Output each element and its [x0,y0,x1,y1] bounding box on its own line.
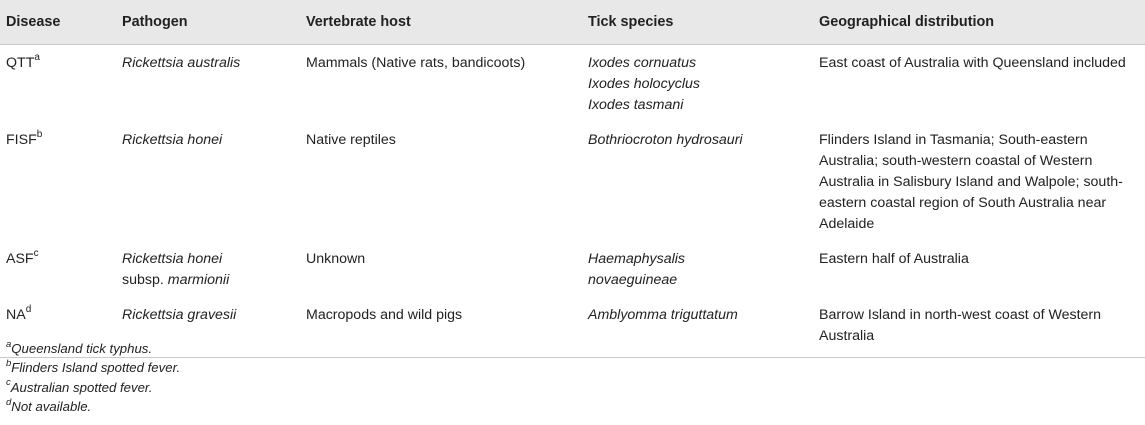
table-body [0,45,1145,358]
footnote-mark: d [25,304,32,316]
footnote-mark: a [34,52,40,64]
header-geographical-distribution: Geographical distribution [813,0,1145,45]
table-header [0,0,1145,45]
footnote-mark: b [6,358,12,370]
footnote [6,378,180,397]
cell-vertebrate-host: Macropods and wild pigs [306,307,463,323]
disease-name: NA [6,307,26,323]
header-disease: Disease [0,0,118,45]
footnote [6,358,180,377]
header-vertebrate-host: Vertebrate host [300,0,582,45]
pathogen-text: Rickettsia australis [122,55,241,71]
footnote-text: Not available. [11,399,92,415]
pathogen-line [122,305,294,326]
footnote [6,339,180,358]
tick-species-name: novaeguineae [588,272,678,288]
cell-disease [0,241,118,297]
pathogen-text: Rickettsia honei [122,132,223,148]
footnote-text: Australian spotted fever. [10,379,153,395]
pathogen-text: Rickettsia gravesii [122,307,237,323]
pathogen-line [122,249,294,270]
cell-tick-species [582,122,813,241]
cell-geographical-distribution: Barrow Island in north-west coast of Western Australia [819,307,1102,344]
footnote-mark: b [36,129,43,141]
cell-geographical-distribution: Flinders Island in Tasmania; South-eastern Australia; south-western coastal of Western Australia in Salisbury Island and Walpole; south-eastern coastal region of South Australia near Adelaide [819,132,1123,232]
cell-vertebrate-host: Mammals (Native rats, bandicoots) [306,55,526,71]
footnote-text: Queensland tick typhus. [11,341,153,356]
cell-tick-species [582,241,813,297]
tick-species-name: Ixodes tasmani [588,97,684,113]
cell-geographical-distribution: East coast of Australia with Queensland included [819,55,1126,71]
footnote-mark: d [6,396,12,408]
disease-name: FISF [6,132,37,148]
cell-pathogen [118,122,300,241]
header-pathogen: Pathogen [118,0,300,45]
pathogen-line [122,130,294,151]
cell-geographical-distribution: Eastern half of Australia [819,251,969,267]
cell-vertebrate-host: Unknown [306,251,366,267]
table-row [0,45,1145,123]
tick-species-name: Bothriocroton hydrosauri [588,132,743,148]
footnotes [6,339,180,417]
header-row [0,0,1145,45]
cell-disease [0,45,118,123]
pathogen-line [122,53,294,74]
footnote-mark: c [33,248,39,260]
pathogen-line [122,270,294,291]
footnote-text: Flinders Island spotted fever. [11,360,181,376]
tick-species-name: Ixodes cornuatus [588,55,697,71]
cell-pathogen [118,45,300,123]
disease-name: ASF [6,251,34,267]
footnote-mark: a [6,338,12,350]
footnote-mark: c [6,377,11,389]
cell-vertebrate-host: Native reptiles [306,132,396,148]
pathogen-text: Rickettsia honei [122,251,223,267]
tick-species-name: Ixodes holocyclus [588,76,700,92]
tick-species-name: Haemaphysalis [588,251,685,267]
pathogen-subspecies: marmionii [167,272,230,288]
cell-disease [0,122,118,241]
cell-tick-species [582,45,813,123]
table-row [0,122,1145,241]
table-row [0,241,1145,297]
pathogen-text: subsp. [122,272,168,288]
cell-tick-species [582,297,813,358]
cell-pathogen [118,241,300,297]
tick-species-name: Amblyomma triguttatum [588,307,738,323]
disease-name: QTT [6,55,35,71]
header-tick-species: Tick species [582,0,813,45]
footnote [6,397,180,416]
